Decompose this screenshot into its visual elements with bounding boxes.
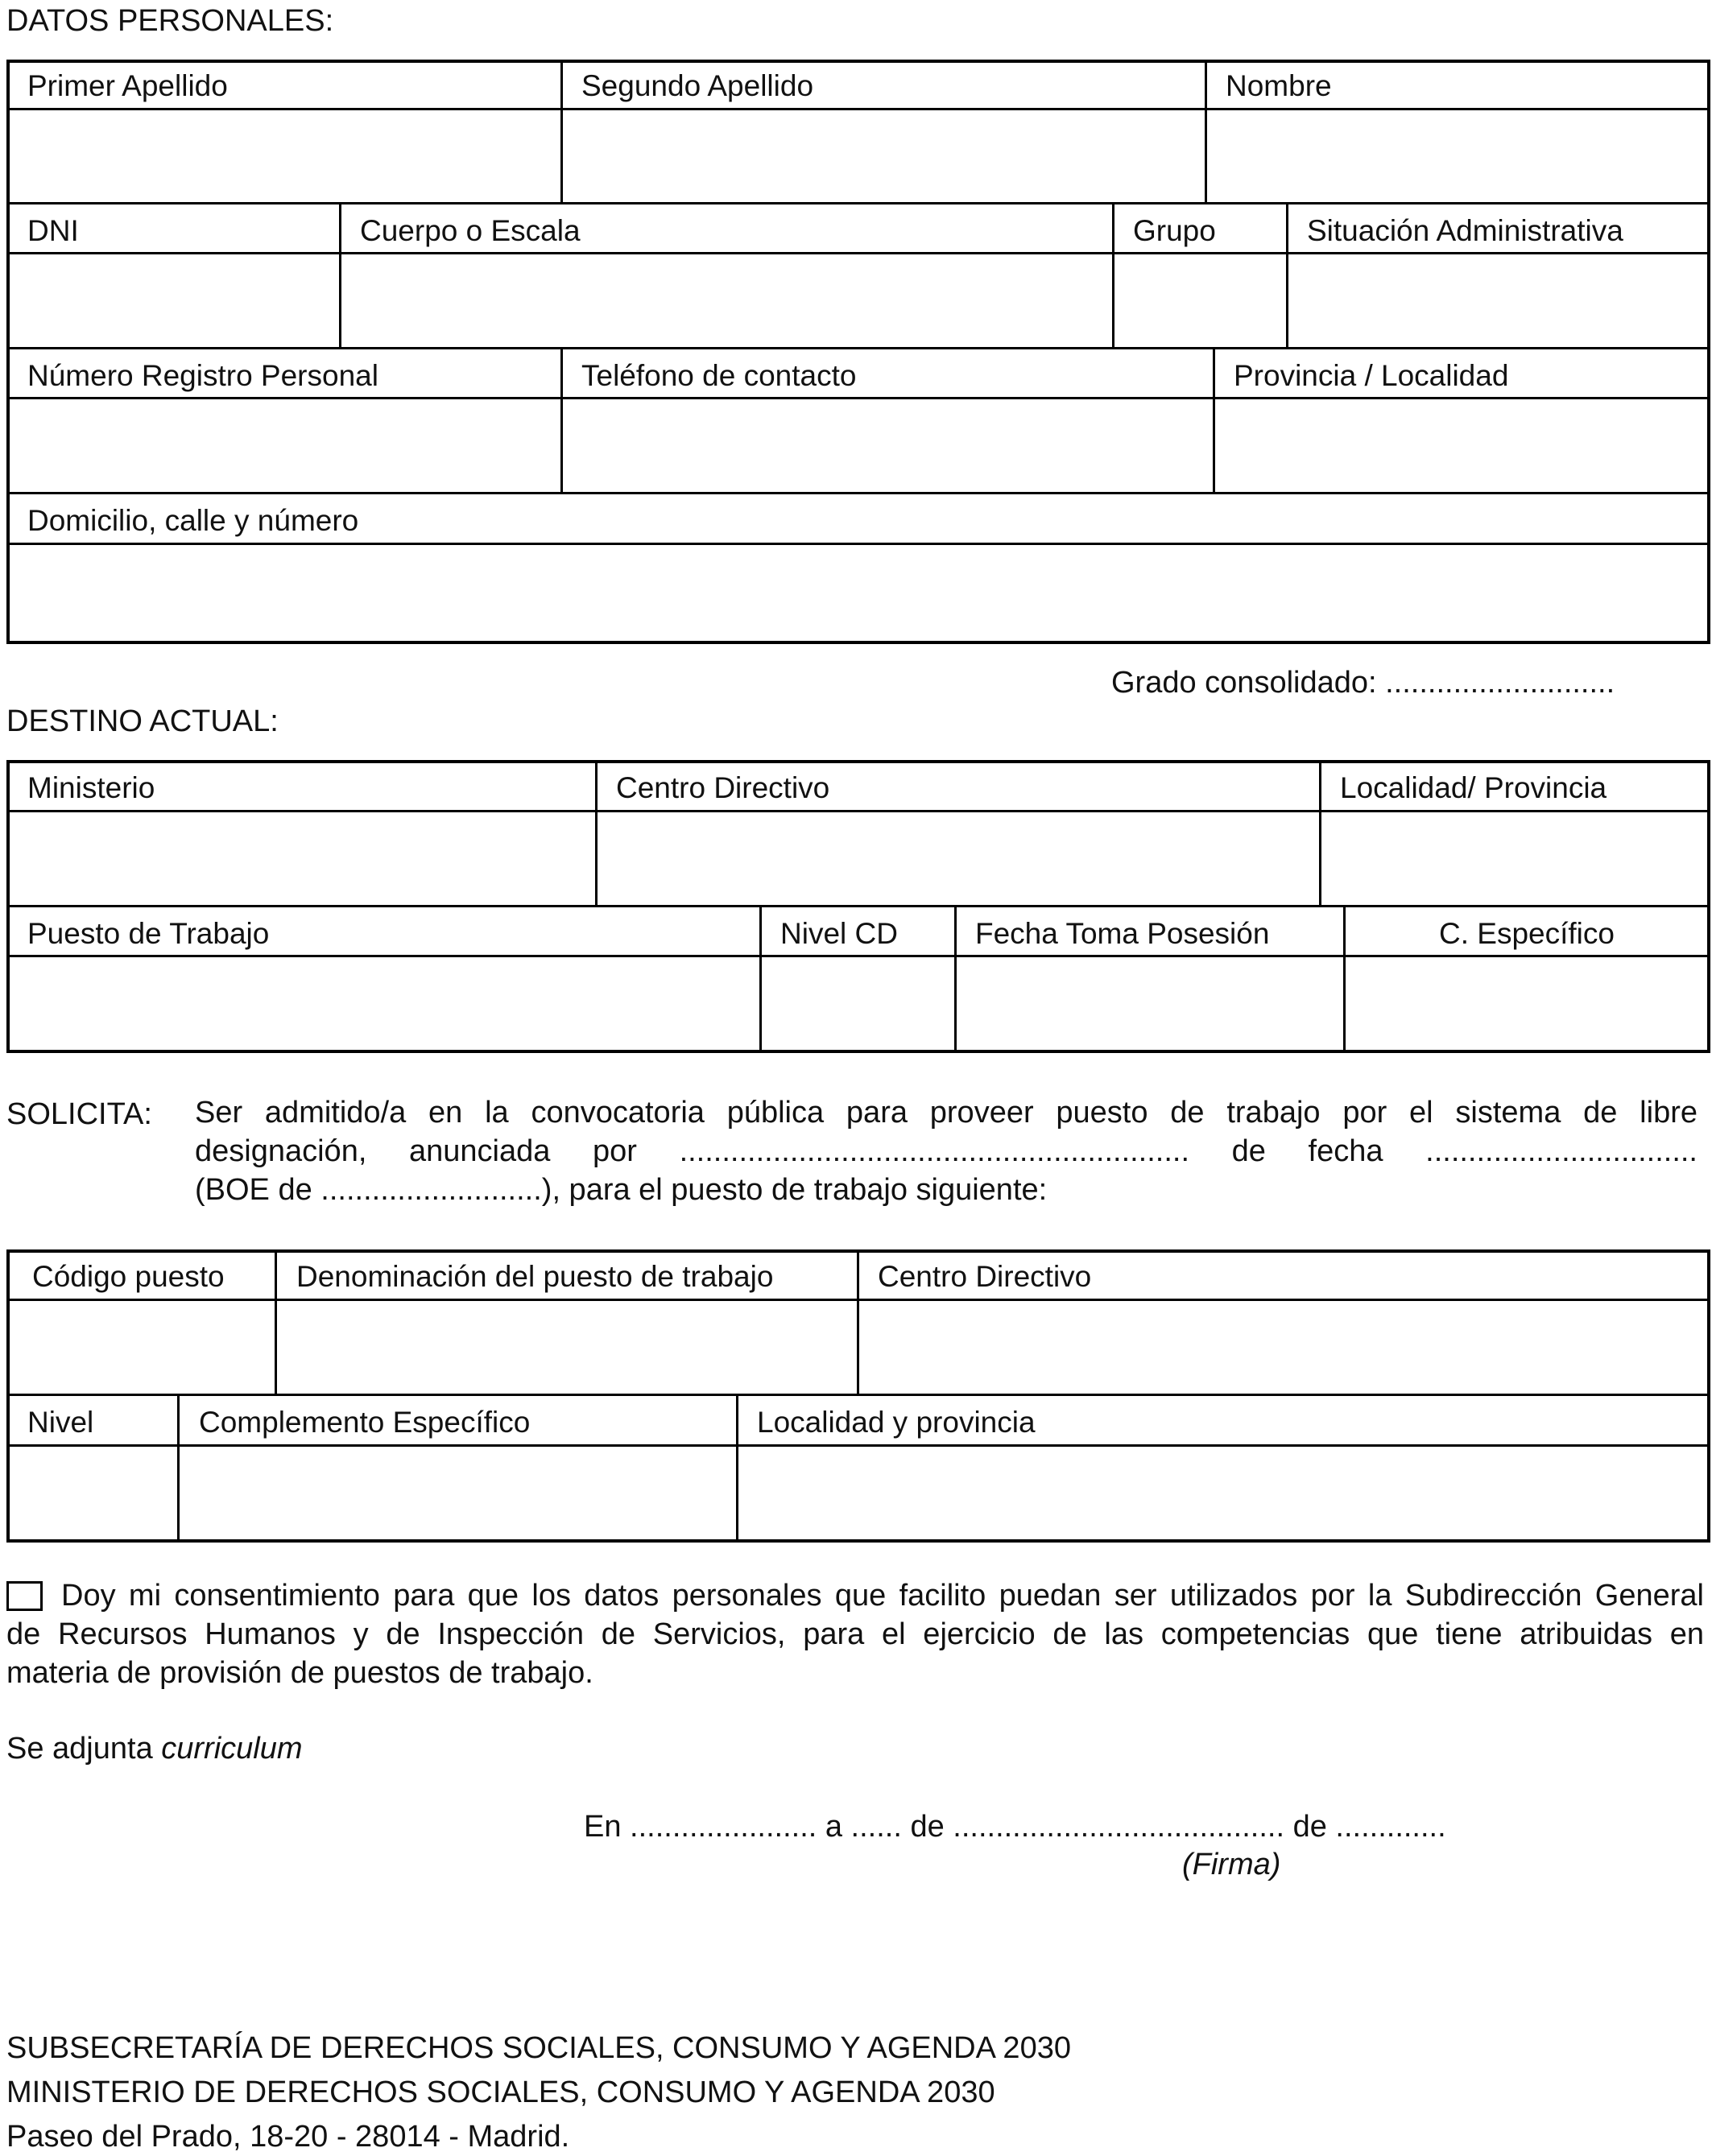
nrp-field[interactable] [10, 400, 560, 491]
solicita-line-3: (BOE de ..........................), para el puesto de trabajo siguiente: [195, 1173, 1048, 1207]
divider [595, 760, 598, 907]
divider [6, 397, 1710, 399]
label-primer-apellido: Primer Apellido [27, 69, 228, 102]
label-centro-directivo: Centro Directivo [616, 771, 830, 804]
label-telefono-contacto: Teléfono de contacto [581, 359, 857, 392]
provincia-localidad-field[interactable] [1216, 400, 1707, 491]
divider [560, 349, 563, 494]
divider [759, 907, 762, 1053]
label-c-especifico: C. Específico [1439, 917, 1615, 950]
divider [1286, 204, 1288, 349]
consent-text [6, 1576, 1704, 1692]
telefono-field[interactable] [564, 400, 1213, 491]
footer-direccion: Paseo del Prado, 18-20 - 28014 - Madrid. [6, 2120, 570, 2154]
ministerio-field[interactable] [10, 813, 595, 904]
footer-ministerio: MINISTERIO DE DERECHOS SOCIALES, CONSUMO Y AGENDA 2030 [6, 2075, 995, 2109]
consent-line-3: materia de provisión de puestos de trabajo. [6, 1656, 593, 1690]
label-ministerio: Ministerio [27, 771, 155, 804]
divider [736, 1396, 738, 1543]
label-puesto-trabajo: Puesto de Trabajo [27, 917, 270, 950]
label-codigo-puesto: Código puesto [32, 1260, 225, 1293]
consent-line-1: Doy mi consentimiento para que los datos personales que facilito puedan ser utilizados por la Subdirección General [61, 1579, 1704, 1613]
nivel-field[interactable] [10, 1448, 177, 1539]
label-fecha-toma-posesion: Fecha Toma Posesión [975, 917, 1270, 950]
localidad-provincia-field[interactable] [1322, 813, 1707, 904]
label-nivel: Nivel [27, 1406, 94, 1439]
divider [1112, 204, 1114, 349]
label-complemento-especifico: Complemento Específico [199, 1406, 531, 1439]
codigo-puesto-field[interactable] [10, 1302, 275, 1393]
nivel-cd-field[interactable] [763, 958, 954, 1050]
divider [6, 347, 1710, 349]
label-domicilio: Domicilio, calle y número [27, 504, 359, 537]
label-situacion-administrativa: Situación Administrativa [1307, 214, 1623, 247]
denominacion-puesto-field[interactable] [278, 1302, 857, 1393]
primer-apellido-field[interactable] [10, 111, 560, 201]
divider [6, 252, 1710, 254]
c-especifico-field[interactable] [1346, 958, 1707, 1050]
label-localidad-y-provincia: Localidad y provincia [757, 1406, 1036, 1439]
label-cuerpo-escala: Cuerpo o Escala [360, 214, 581, 247]
complemento-especifico-field[interactable] [180, 1448, 736, 1539]
label-segundo-apellido: Segundo Apellido [581, 69, 814, 102]
localidad-y-provincia-field[interactable] [739, 1448, 1707, 1539]
situacion-administrativa-field[interactable] [1289, 255, 1707, 346]
adjunta-curriculum-word: curriculum [161, 1732, 303, 1766]
grado-consolidado: Grado consolidado: ........................... [1111, 666, 1615, 700]
solicita-line-2: designación, anunciada por ............................................................ de fecha ................................ [195, 1134, 1698, 1168]
segundo-apellido-field[interactable] [564, 111, 1205, 201]
divider [6, 108, 1710, 110]
section-title-destino-actual: DESTINO ACTUAL: [6, 704, 279, 738]
label-localidad-provincia: Localidad/ Provincia [1340, 771, 1607, 804]
divider [1319, 760, 1321, 907]
adjunta-curriculum [6, 1731, 303, 1768]
fecha-toma-posesion-field[interactable] [957, 958, 1343, 1050]
section-title-datos-personales: DATOS PERSONALES: [6, 4, 334, 38]
consent-line-2: de Recursos Humanos y de Inspección de Servicios, para el ejercicio de las competencias que tiene atribuidas en [6, 1617, 1704, 1651]
puesto-trabajo-field[interactable] [10, 958, 759, 1050]
divider [857, 1249, 859, 1396]
label-nivel-cd: Nivel CD [780, 917, 898, 950]
adjunta-prefix: Se adjunta [6, 1732, 162, 1766]
domicilio-field[interactable] [10, 546, 1707, 641]
label-denominacion-puesto: Denominación del puesto de trabajo [296, 1260, 774, 1293]
divider [177, 1396, 180, 1543]
nombre-field[interactable] [1208, 111, 1707, 201]
divider [6, 810, 1710, 812]
cuerpo-escala-field[interactable] [342, 255, 1112, 346]
firma-label: (Firma) [1182, 1848, 1281, 1881]
divider [6, 202, 1710, 204]
label-dni: DNI [27, 214, 79, 247]
divider [560, 60, 563, 204]
label-grupo: Grupo [1133, 214, 1216, 247]
centro-directivo-field[interactable] [598, 813, 1319, 904]
centro-directivo-solicitado-field[interactable] [860, 1302, 1707, 1393]
divider [6, 955, 1710, 957]
footer-subsecretaria: SUBSECRETARÍA DE DERECHOS SOCIALES, CONSUMO Y AGENDA 2030 [6, 2031, 1071, 2065]
firma-line: En ...................... a ...... de ....................................... de ............. [584, 1810, 1446, 1844]
divider [275, 1249, 277, 1396]
divider [6, 543, 1710, 545]
divider [1205, 60, 1207, 204]
dni-field[interactable] [10, 255, 339, 346]
label-numero-registro-personal: Número Registro Personal [27, 359, 378, 392]
solicita-text [195, 1093, 1698, 1209]
solicita-label: SOLICITA: [6, 1097, 152, 1131]
grupo-field[interactable] [1115, 255, 1286, 346]
divider [1213, 349, 1215, 494]
solicita-line-1: Ser admitido/a en la convocatoria pública para proveer puesto de trabajo por el sistema de libre [195, 1096, 1698, 1130]
divider [6, 1444, 1710, 1447]
divider [6, 492, 1710, 494]
label-centro-directivo-solicitado: Centro Directivo [878, 1260, 1092, 1293]
divider [6, 905, 1710, 907]
label-provincia-localidad: Provincia / Localidad [1234, 359, 1509, 392]
label-nombre: Nombre [1226, 69, 1332, 102]
divider [954, 907, 957, 1053]
divider [339, 204, 341, 349]
